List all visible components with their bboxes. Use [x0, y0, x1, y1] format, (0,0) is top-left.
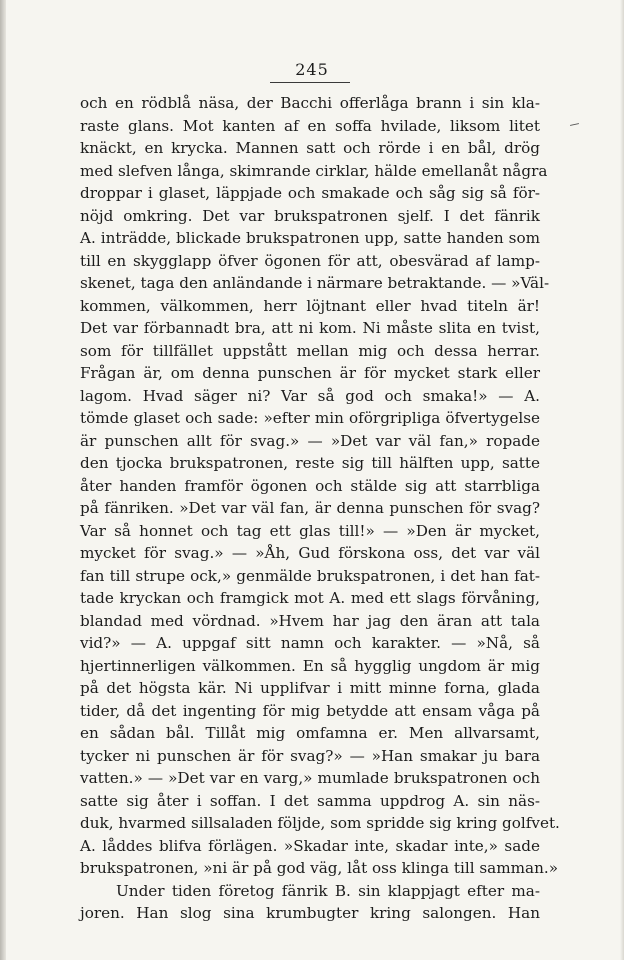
- text-line: kommen, välkommen, herr löjtnant eller hvad titeln är!: [80, 296, 540, 315]
- text-line: A. inträdde, blickade brukspatronen upp, satte handen som: [80, 229, 540, 247]
- text-line: fan till strupe ock,» genmälde brukspatronen, i det han fat-: [80, 566, 540, 585]
- page-number: 245: [295, 60, 329, 79]
- text-line: joren. Han slog sina krumbugter kring salongen. Han: [80, 904, 540, 922]
- text-line: droppar i glaset, läppjade och smakade och såg sig så för-: [80, 184, 540, 202]
- text-line: tycker ni punschen är för svag?» — »Han smakar ju bara: [80, 746, 540, 765]
- page-edge-left: [0, 0, 6, 960]
- text-line: på fänriken. »Det var väl fan, är denna punschen för svag?: [80, 499, 540, 517]
- page-edge-right: [620, 0, 624, 960]
- text-line: skenet, taga den anländande i närmare betraktande. — »Väl-: [80, 274, 550, 292]
- text-line: Det var förbannadt bra, att ni kom. Ni måste slita en tvist,: [80, 319, 540, 337]
- text-line: som för tillfället uppstått mellan mig och dessa herrar.: [80, 341, 540, 360]
- text-line: lagom. Hvad säger ni? Var så god och smaka!» — A.: [80, 386, 540, 405]
- text-line: till en skygglapp öfver ögonen för att, obesvärad af lamp-: [80, 251, 540, 270]
- text-line: en sådan bål. Tillåt mig omfamna er. Men allvarsamt,: [80, 724, 540, 742]
- text-line: är punschen allt för svag.» — »Det var väl fan,» ropade: [80, 431, 540, 450]
- margin-pencil-mark: [570, 123, 579, 126]
- text-line: mycket för svag.» — »Åh, Gud förskona oss, det var väl: [80, 544, 540, 562]
- text-line: nöjd omkring. Det var brukspatronen sjelf. I det fänrik: [80, 206, 540, 225]
- text-line: blandad med vördnad. »Hvem har jag den äran att tala: [80, 611, 540, 630]
- text-line: knäckt, en krycka. Mannen satt och rörde i en bål, drög: [80, 139, 540, 157]
- text-line: åter handen framför ögonen och stälde sig att starrbliga: [80, 476, 540, 495]
- text-line-paragraph-start: Under tiden företog fänrik B. sin klappjagt efter ma-: [116, 881, 540, 900]
- text-line: satte sig åter i soffan. I det samma uppdrog A. sin näs-: [80, 791, 540, 810]
- text-line: Var så honnet och tag ett glas till!» — »Den är mycket,: [80, 521, 540, 540]
- text-line: tömde glaset och sade: »efter min oförgripliga öfvertygelse: [80, 409, 540, 427]
- text-line: brukspatronen, »ni är på god väg, låt oss klinga till samman.»: [80, 859, 558, 877]
- text-line: och en rödblå näsa, der Bacchi offerlåga brann i sin kla-: [80, 94, 540, 112]
- text-line: hjertinnerligen välkommen. En så hygglig ungdom är mig: [80, 656, 540, 675]
- text-line: raste glans. Mot kanten af en soffa hvilade, liksom litet: [80, 116, 540, 135]
- text-line: vid?» — A. uppgaf sitt namn och karakter. — »Nå, så: [80, 634, 540, 652]
- text-line: den tjocka brukspatronen, reste sig till hälften upp, satte: [80, 454, 540, 472]
- page-number-rule: [270, 82, 350, 83]
- text-line: tade kryckan och framgick mot A. med ett slags förvåning,: [80, 589, 540, 607]
- text-line: duk, hvarmed sillsaladen följde, som spridde sig kring golfvet.: [80, 814, 560, 832]
- body-text: [80, 92, 560, 925]
- text-line: tider, då det ingenting för mig betydde att ensam våga på: [80, 701, 540, 720]
- text-line: vatten.» — »Det var en varg,» mumlade brukspatronen och: [80, 769, 540, 787]
- text-line: A. låddes blifva förlägen. »Skadar inte, skadar inte,» sade: [80, 836, 540, 855]
- text-line: på det högsta kär. Ni upplifvar i mitt minne forna, glada: [80, 679, 540, 697]
- text-line: Frågan är, om denna punschen är för mycket stark eller: [80, 364, 540, 382]
- text-line: med slefven långa, skimrande cirklar, hälde emellanåt några: [80, 161, 548, 180]
